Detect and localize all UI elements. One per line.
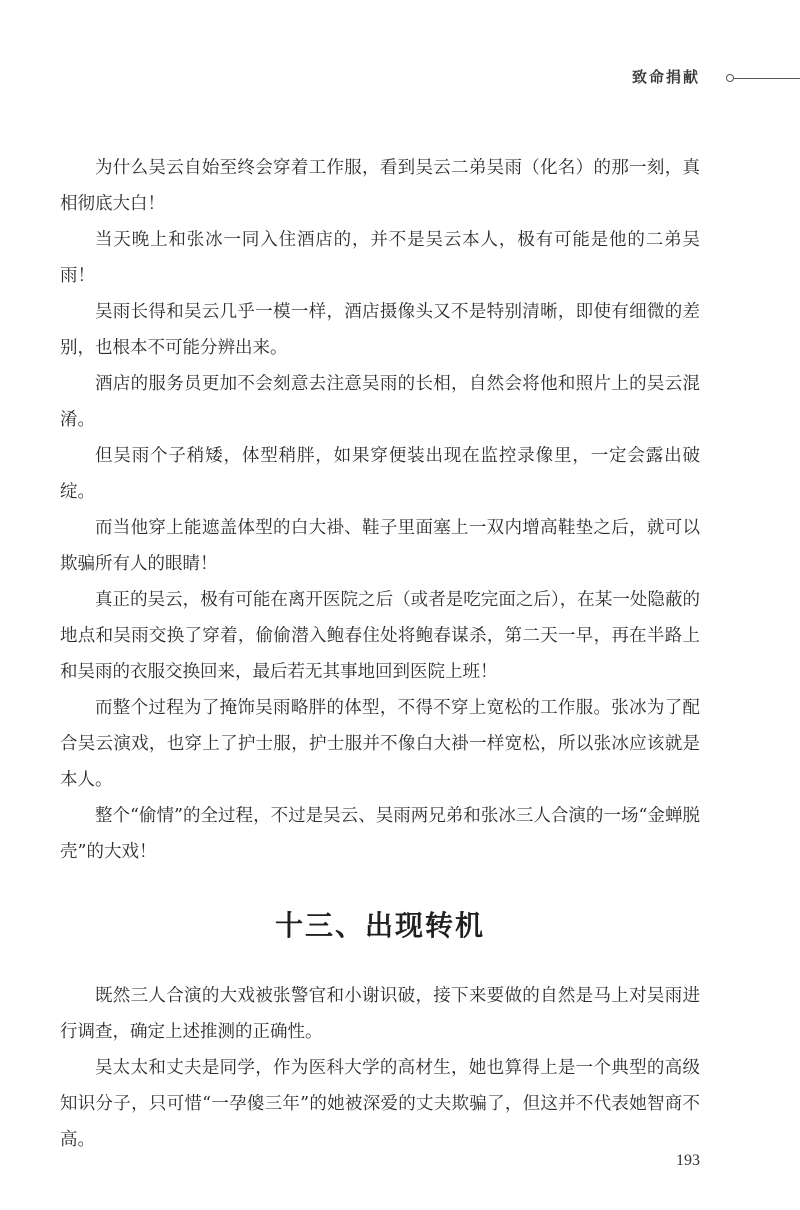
paragraph-1: 为什么吴云自始至终会穿着工作服，看到吴云二弟吴雨（化名）的那一刻，真相彻底大白！ — [60, 158, 700, 214]
paragraph-10: 既然三人合演的大戏被张警官和小谢识破，接下来要做的自然是马上对吴雨进行调查，确定上述推测的正确性。 — [60, 986, 700, 1042]
section-heading: 十三、出现转机 — [274, 909, 485, 942]
header-rule-line — [734, 78, 800, 79]
paragraph-5: 但吴雨个子稍矮，体型稍胖，如果穿便装出现在监控录像里，一定会露出破绽。 — [60, 446, 700, 502]
paragraph-4: 酒店的服务员更加不会刻意去注意吴雨的长相，自然会将他和照片上的吴云混淆。 — [60, 374, 700, 430]
paragraph-7: 真正的吴云，极有可能在离开医院之后（或者是吃完面之后），在某一处隐蔽的地点和吴雨交换了穿着，偷偷潜入鲍春住处将鲍春谋杀，第二天一早，再在半路上和吴雨的衣服交换回来，最后若无其事地回到医院上班！ — [60, 590, 700, 682]
running-head — [0, 66, 800, 96]
header-rule-ornament — [726, 74, 800, 82]
running-head-title: 致命捐献 — [631, 68, 700, 86]
ornament-circle-icon — [726, 74, 734, 82]
paragraph-3: 吴雨长得和吴云几乎一模一样，酒店摄像头又不是特别清晰，即使有细微的差别，也根本不可能分辨出来。 — [60, 302, 700, 358]
paragraph-8: 而整个过程为了掩饰吴雨略胖的体型，不得不穿上宽松的工作服。张冰为了配合吴云演戏，也穿上了护士服，护士服并不像白大褂一样宽松，所以张冰应该就是本人。 — [60, 698, 700, 790]
paragraph-11: 吴太太和丈夫是同学，作为医科大学的高材生，她也算得上是一个典型的高级知识分子，只可惜“一孕傻三年”的她被深爱的丈夫欺骗了，但这并不代表她智商不高。 — [60, 1058, 700, 1150]
paragraph-6: 而当他穿上能遮盖体型的白大褂、鞋子里面塞上一双内增高鞋垫之后，就可以欺骗所有人的眼睛！ — [60, 518, 700, 574]
body-text — [60, 150, 700, 1158]
page-number: 193 — [676, 1152, 700, 1169]
paragraph-2: 当天晚上和张冰一同入住酒店的，并不是吴云本人，极有可能是他的二弟吴雨！ — [60, 230, 700, 286]
paragraph-9: 整个“偷情”的全过程，不过是吴云、吴雨两兄弟和张冰三人合演的一场“金蝉脱壳”的大戏！ — [60, 806, 700, 862]
